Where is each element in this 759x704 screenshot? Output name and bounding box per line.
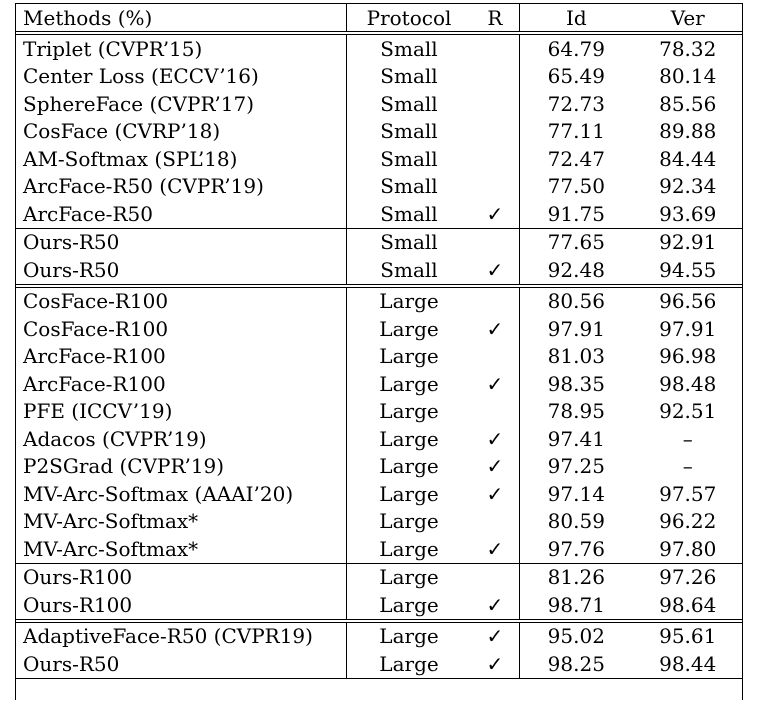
method-cell: Adacos (CVPR’19) xyxy=(15,425,347,453)
ver-cell: 80.14 xyxy=(659,64,717,89)
protocol-cell: Large xyxy=(379,454,439,479)
table-row xyxy=(15,480,743,508)
id-cell: 98.71 xyxy=(547,592,605,617)
table-row xyxy=(15,591,743,621)
table-row xyxy=(15,256,743,286)
id-cell: 72.73 xyxy=(547,91,605,116)
ver-cell: 92.34 xyxy=(659,174,717,199)
method-cell: SphereFace (CVPR’17) xyxy=(15,90,347,118)
ver-cell: 92.91 xyxy=(632,228,743,256)
ver-cell: 97.26 xyxy=(632,563,743,591)
table-header-row xyxy=(15,4,743,34)
ver-cell: 94.55 xyxy=(659,257,717,282)
r-check-cell xyxy=(471,63,520,91)
method-cell: P2SGrad (CVPR’19) xyxy=(15,453,347,481)
id-cell: 80.56 xyxy=(520,286,633,316)
id-cell: 64.79 xyxy=(520,33,633,63)
table-row xyxy=(15,315,743,343)
ver-cell: 97.57 xyxy=(659,481,717,506)
ver-cell: 98.48 xyxy=(659,371,717,396)
table-row xyxy=(15,63,743,91)
ver-cell: 98.44 xyxy=(632,650,743,678)
method-cell: ArcFace-R100 xyxy=(15,370,347,398)
id-cell: 98.35 xyxy=(547,371,605,396)
header-ver: Ver xyxy=(632,4,743,34)
method-cell: MV-Arc-Softmax* xyxy=(15,535,347,563)
id-cell: 78.95 xyxy=(547,399,605,424)
ver-cell: 97.91 xyxy=(659,316,717,341)
id-cell: 97.25 xyxy=(547,454,605,479)
id-cell: 91.75 xyxy=(547,201,605,226)
method-cell: CosFace (CVRP’18) xyxy=(15,118,347,146)
id-cell: 65.49 xyxy=(547,64,605,89)
method-cell: AM-Softmax (SPL’18) xyxy=(15,145,347,173)
ver-cell: 92.51 xyxy=(659,399,717,424)
r-check-cell xyxy=(471,118,520,146)
ver-cell: 98.64 xyxy=(659,592,717,617)
header-id: Id xyxy=(520,4,633,34)
protocol-cell: Large xyxy=(347,621,471,651)
table-row xyxy=(15,453,743,481)
r-check-cell xyxy=(471,145,520,173)
protocol-cell: Small xyxy=(347,228,471,256)
ver-cell: 85.56 xyxy=(659,91,717,116)
r-check-cell: ✓ xyxy=(471,256,520,286)
ver-cell: 96.56 xyxy=(632,286,743,316)
ver-cell: 84.44 xyxy=(659,146,717,171)
table-row xyxy=(15,228,743,256)
ver-cell: 93.69 xyxy=(659,201,717,226)
method-cell: MV-Arc-Softmax (AAAI’20) xyxy=(15,480,347,508)
ver-cell: 96.22 xyxy=(659,509,717,534)
table-row xyxy=(15,145,743,173)
method-cell: Ours-R50 xyxy=(15,650,347,678)
method-cell: ArcFace-R100 xyxy=(15,343,347,371)
protocol-cell: Large xyxy=(379,536,439,561)
r-check-cell: ✓ xyxy=(471,650,520,678)
r-check-cell xyxy=(471,563,520,591)
table-row xyxy=(15,90,743,118)
protocol-cell: Small xyxy=(380,64,438,89)
protocol-cell: Small xyxy=(380,91,438,116)
table-row xyxy=(15,200,743,228)
method-cell: Ours-R100 xyxy=(15,591,347,621)
id-cell: 97.14 xyxy=(547,481,605,506)
ver-cell: 89.88 xyxy=(659,119,717,144)
id-cell: 81.03 xyxy=(547,344,605,369)
r-check-cell: ✓ xyxy=(471,200,520,228)
table-row xyxy=(15,118,743,146)
r-check-cell: ✓ xyxy=(471,425,520,453)
id-cell: 92.48 xyxy=(547,257,605,282)
table-row xyxy=(15,370,743,398)
r-check-cell: ✓ xyxy=(471,453,520,481)
ver-cell: 96.98 xyxy=(659,344,717,369)
results-table xyxy=(15,3,743,679)
id-cell: 98.25 xyxy=(520,650,633,678)
method-cell: MV-Arc-Softmax* xyxy=(15,508,347,536)
protocol-cell: Large xyxy=(347,650,471,678)
method-cell: CosFace-R100 xyxy=(15,315,347,343)
table-row xyxy=(15,535,743,563)
id-cell: 81.26 xyxy=(520,563,633,591)
protocol-cell: Small xyxy=(380,201,438,226)
table-row xyxy=(15,563,743,591)
r-check-cell: ✓ xyxy=(471,480,520,508)
table-body xyxy=(15,33,743,678)
id-cell: 97.41 xyxy=(547,426,605,451)
table-row xyxy=(15,286,743,316)
table-row xyxy=(15,425,743,453)
r-check-cell xyxy=(471,90,520,118)
r-check-cell xyxy=(471,286,520,316)
method-cell: Ours-R50 xyxy=(15,256,347,286)
protocol-cell: Small xyxy=(380,257,438,282)
method-cell: PFE (ICCV’19) xyxy=(15,398,347,426)
protocol-cell: Small xyxy=(380,119,438,144)
method-cell: CosFace-R100 xyxy=(15,286,347,316)
id-cell: 97.91 xyxy=(547,316,605,341)
r-check-cell xyxy=(471,343,520,371)
ver-cell: 78.32 xyxy=(632,33,743,63)
protocol-cell: Large xyxy=(379,509,439,534)
ver-cell: – xyxy=(682,454,693,479)
header-r: R xyxy=(471,4,520,34)
protocol-cell: Small xyxy=(380,146,438,171)
r-check-cell: ✓ xyxy=(471,591,520,621)
table-row xyxy=(15,508,743,536)
method-cell: ArcFace-R50 (CVPR’19) xyxy=(15,173,347,201)
id-cell: 77.65 xyxy=(520,228,633,256)
protocol-cell: Large xyxy=(347,563,471,591)
header-methods: Methods (%) xyxy=(15,4,347,34)
r-check-cell xyxy=(471,508,520,536)
r-check-cell xyxy=(471,33,520,63)
method-cell: Ours-R100 xyxy=(15,563,347,591)
r-check-cell xyxy=(471,228,520,256)
table-row xyxy=(15,173,743,201)
id-cell: 77.50 xyxy=(547,174,605,199)
r-check-cell: ✓ xyxy=(471,315,520,343)
id-cell: 72.47 xyxy=(547,146,605,171)
r-check-cell xyxy=(471,173,520,201)
method-cell: Center Loss (ECCV’16) xyxy=(15,63,347,91)
method-cell: Ours-R50 xyxy=(15,228,347,256)
protocol-cell: Large xyxy=(379,371,439,396)
protocol-cell: Large xyxy=(379,344,439,369)
r-check-cell xyxy=(471,398,520,426)
method-cell: AdaptiveFace-R50 (CVPR19) xyxy=(15,621,347,651)
header-protocol: Protocol xyxy=(347,4,471,34)
id-cell: 77.11 xyxy=(547,119,605,144)
ver-cell: 97.80 xyxy=(659,536,717,561)
protocol-cell: Large xyxy=(379,399,439,424)
protocol-cell: Large xyxy=(379,316,439,341)
table-row xyxy=(15,650,743,678)
r-check-cell: ✓ xyxy=(471,621,520,651)
table-row xyxy=(15,398,743,426)
table-row xyxy=(15,33,743,63)
protocol-cell: Large xyxy=(379,592,439,617)
r-check-cell: ✓ xyxy=(471,535,520,563)
method-cell: Triplet (CVPR’15) xyxy=(15,33,347,63)
protocol-cell: Large xyxy=(379,481,439,506)
ver-cell: 95.61 xyxy=(632,621,743,651)
table-row xyxy=(15,621,743,651)
id-cell: 97.76 xyxy=(547,536,605,561)
protocol-cell: Large xyxy=(347,286,471,316)
ver-cell: – xyxy=(682,426,693,451)
protocol-cell: Small xyxy=(347,33,471,63)
r-check-cell: ✓ xyxy=(471,370,520,398)
id-cell: 95.02 xyxy=(520,621,633,651)
table-row xyxy=(15,343,743,371)
protocol-cell: Small xyxy=(380,174,438,199)
protocol-cell: Large xyxy=(379,426,439,451)
method-cell: ArcFace-R50 xyxy=(15,200,347,228)
id-cell: 80.59 xyxy=(547,509,605,534)
